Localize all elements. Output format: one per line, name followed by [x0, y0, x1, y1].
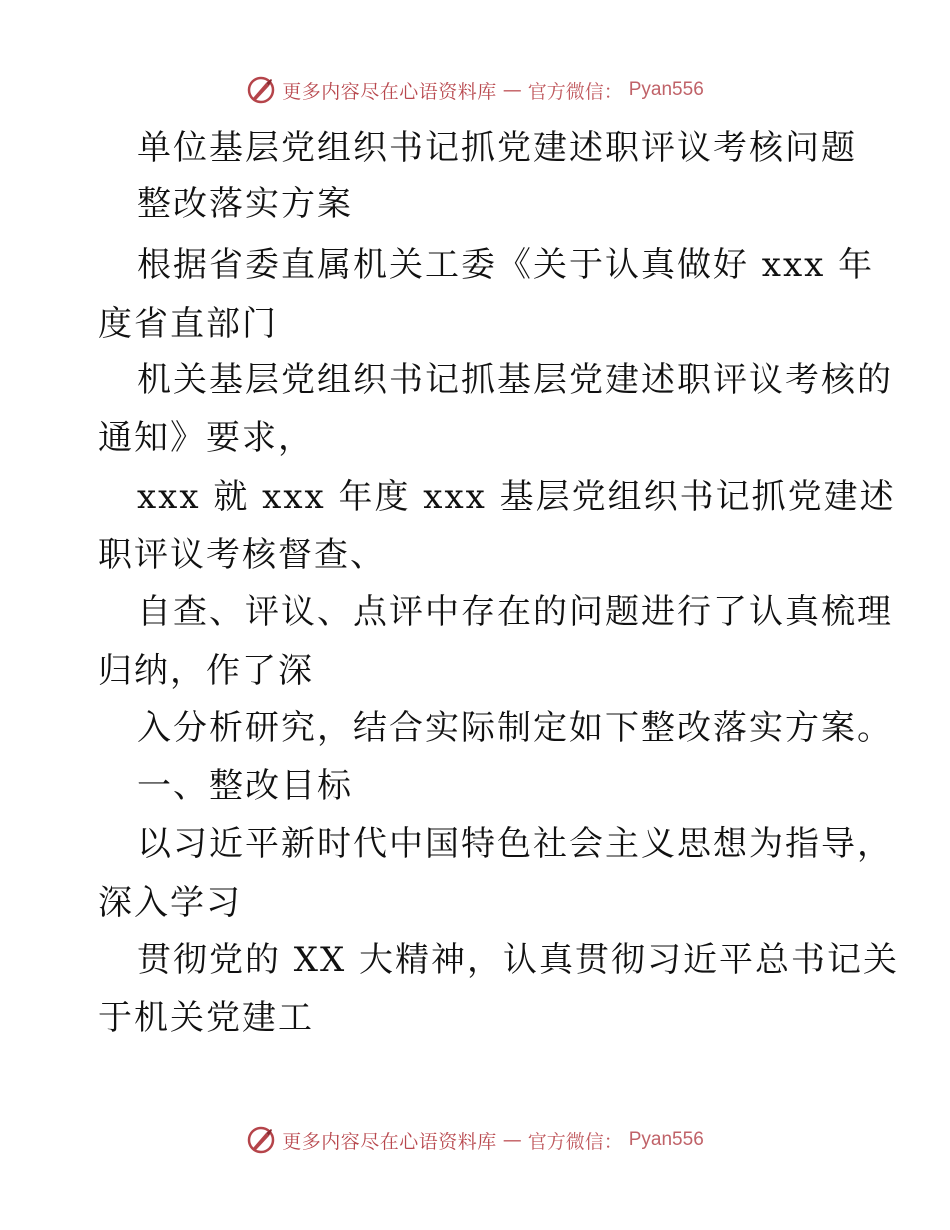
paragraph-line: 通知》要求， [98, 418, 314, 458]
section-heading: 一、整改目标 [137, 766, 353, 806]
paragraph-line: 机关基层党组织书记抓基层党建述职评议考核的 [137, 360, 893, 400]
watermark-wechat-id: Pyan556 [628, 79, 704, 100]
title-line-1: 单位基层党组织书记抓党建述职评议考核问题 [137, 128, 857, 168]
paragraph-line: 根据省委直属机关工委《关于认真做好 xxx 年 [137, 245, 875, 285]
title-line-2: 整改落实方案 [137, 184, 353, 224]
watermark-main-text: 更多内容尽在心语资料库 [282, 1130, 497, 1153]
header-watermark [0, 70, 950, 110]
watermark-wechat-id: Pyan556 [628, 1129, 704, 1150]
quill-pen-logo-icon [246, 1125, 276, 1155]
paragraph-line: 度省直部门 [98, 304, 278, 344]
quill-pen-logo-icon [246, 75, 276, 105]
watermark-sub-text: 官方微信： [527, 80, 623, 103]
watermark-dash: — [502, 79, 522, 101]
footer-watermark [0, 1120, 950, 1160]
paragraph-line: 以习近平新时代中国特色社会主义思想为指导， [137, 824, 893, 864]
watermark-main-text: 更多内容尽在心语资料库 [282, 80, 497, 103]
paragraph-line: 贯彻党的 XX 大精神，认真贯彻习近平总书记关 [137, 940, 900, 980]
watermark-dash: — [502, 1129, 522, 1151]
paragraph-line: xxx 就 xxx 年度 xxx 基层党组织书记抓党建述 [137, 477, 896, 517]
paragraph-line: 归纳，作了深 [98, 651, 314, 691]
paragraph-line: 深入学习 [98, 883, 242, 923]
paragraph-line: 于机关党建工 [98, 998, 314, 1038]
paragraph-line: 入分析研究，结合实际制定如下整改落实方案。 [137, 708, 893, 748]
watermark-sub-text: 官方微信： [527, 1130, 623, 1153]
paragraph-line: 自查、评议、点评中存在的问题进行了认真梳理 [137, 592, 893, 632]
paragraph-line: 职评议考核督查、 [98, 535, 386, 575]
